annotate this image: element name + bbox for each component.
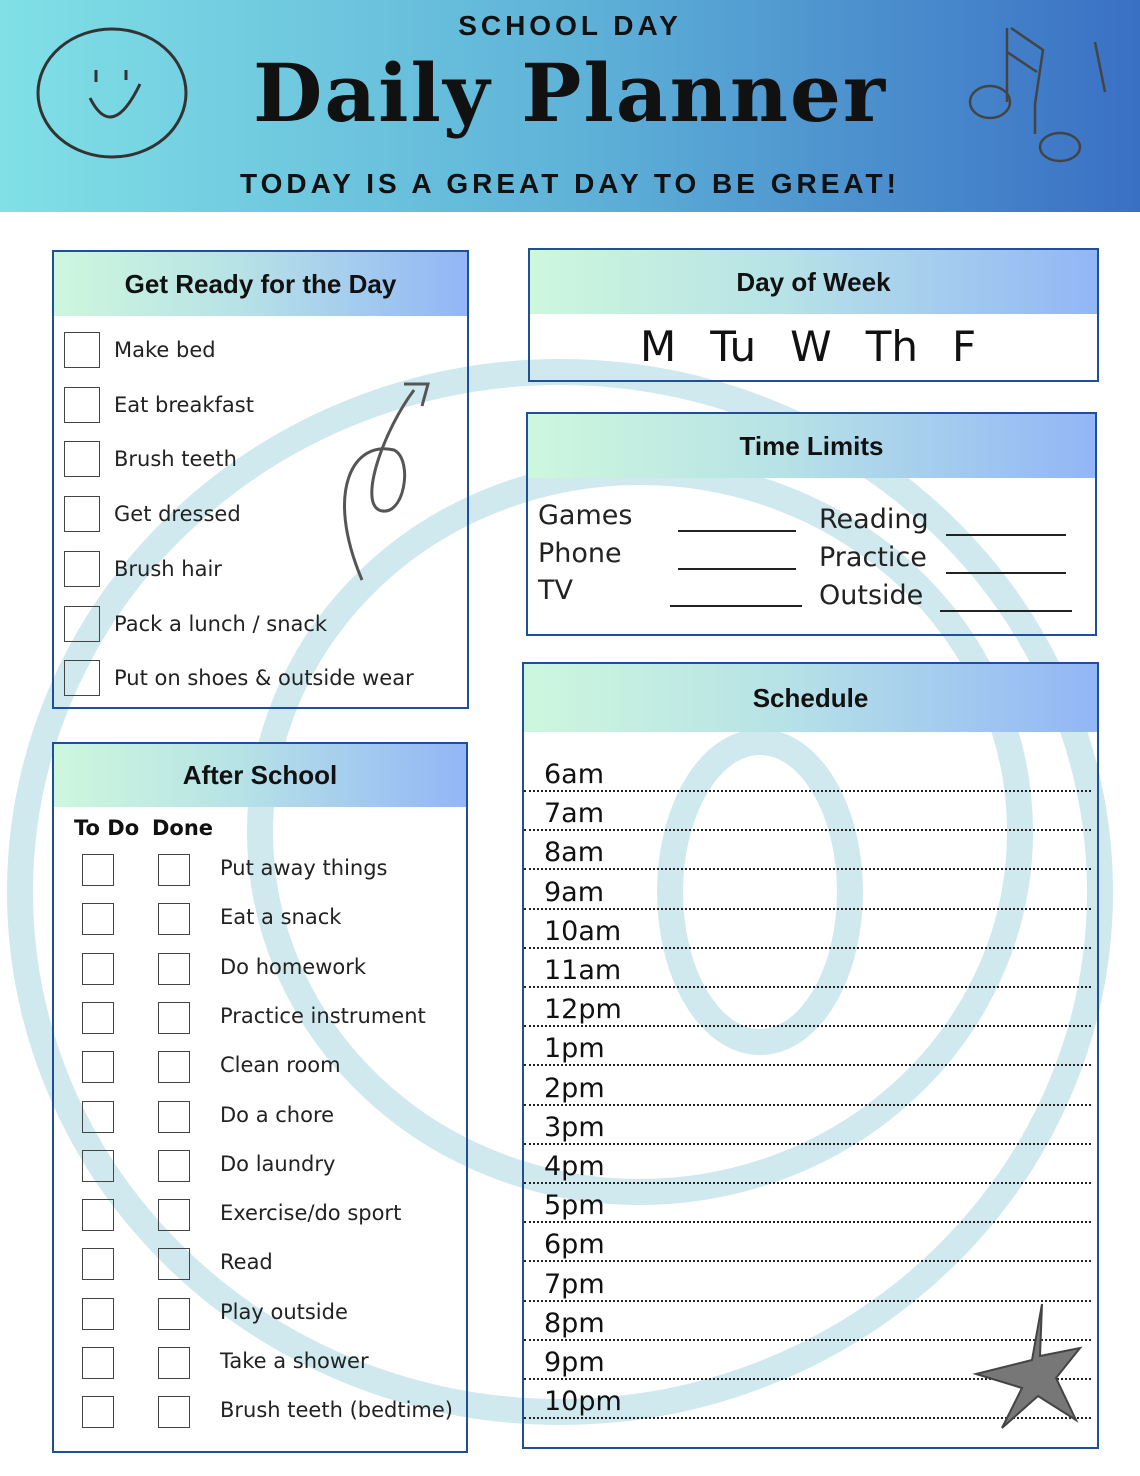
todo-checkbox[interactable]: [82, 1199, 114, 1231]
done-checkbox[interactable]: [158, 1347, 190, 1379]
schedule-time-label: 10pm: [544, 1386, 622, 1418]
schedule-row[interactable]: [524, 1027, 1091, 1066]
day-option-m[interactable]: M: [640, 322, 677, 371]
schedule-time-label: 3pm: [544, 1111, 605, 1143]
after-school-item-label: Take a shower: [220, 1349, 369, 1373]
schedule-row[interactable]: [524, 1106, 1091, 1145]
todo-checkbox[interactable]: [82, 1002, 114, 1034]
panel-title: Day of Week: [530, 250, 1097, 314]
panel-title: After School: [54, 744, 466, 807]
after-school-item-label: Read: [220, 1250, 273, 1275]
schedule-row[interactable]: [524, 1067, 1091, 1106]
time-limits-panel: [526, 412, 1097, 636]
checklist-item-label: Get dressed: [114, 502, 241, 527]
checklist-item-label: Eat breakfast: [114, 392, 254, 417]
schedule-row[interactable]: [524, 792, 1091, 831]
time-limit-label: Practice: [819, 542, 927, 573]
done-checkbox[interactable]: [158, 953, 190, 985]
schedule-time-label: 2pm: [544, 1072, 605, 1104]
schedule-time-label: 7pm: [544, 1268, 605, 1300]
time-limit-blank[interactable]: [946, 572, 1066, 574]
schedule-row[interactable]: [524, 753, 1091, 792]
done-checkbox[interactable]: [158, 1298, 190, 1330]
schedule-time-label: 8am: [544, 837, 605, 869]
schedule-row[interactable]: [524, 871, 1091, 910]
checkbox[interactable]: [64, 332, 100, 368]
todo-checkbox[interactable]: [82, 1101, 114, 1133]
after-school-item-label: Eat a snack: [220, 905, 342, 930]
schedule-time-label: 6am: [544, 759, 605, 790]
schedule-row[interactable]: [524, 1184, 1091, 1223]
after-school-item-label: Practice instrument: [220, 1003, 426, 1028]
time-limit-label: Outside: [819, 580, 924, 611]
todo-checkbox[interactable]: [82, 1298, 114, 1330]
panel-title: Time Limits: [528, 414, 1095, 478]
schedule-row[interactable]: [524, 910, 1091, 949]
todo-checkbox[interactable]: [82, 854, 114, 886]
schedule-time-label: 9pm: [544, 1347, 605, 1378]
time-limit-label: TV: [538, 575, 573, 606]
checkbox[interactable]: [64, 387, 100, 423]
kicker: SCHOOL DAY: [458, 10, 682, 41]
done-checkbox[interactable]: [158, 854, 190, 886]
day-option-w[interactable]: W: [790, 322, 832, 371]
schedule-time-label: 1pm: [544, 1033, 605, 1065]
time-limit-blank[interactable]: [670, 605, 802, 607]
after-school-item-label: Do laundry: [220, 1151, 336, 1176]
checklist-item-label: Brush teeth: [114, 447, 237, 472]
done-checkbox[interactable]: [158, 1002, 190, 1034]
done-checkbox[interactable]: [158, 1248, 190, 1280]
checkbox[interactable]: [64, 660, 100, 696]
schedule-row[interactable]: [524, 831, 1091, 870]
done-checkbox[interactable]: [158, 1051, 190, 1083]
star-icon: [972, 1300, 1084, 1430]
day-of-week-panel: [528, 248, 1099, 382]
col-done-header: Done: [152, 816, 214, 840]
after-school-item-label: Do homework: [220, 954, 367, 979]
panel-title: Schedule: [524, 664, 1097, 732]
schedule-time-label: 12pm: [544, 994, 622, 1026]
checkbox[interactable]: [64, 496, 100, 532]
done-checkbox[interactable]: [158, 1396, 190, 1428]
todo-checkbox[interactable]: [82, 1396, 114, 1428]
col-todo-header: To Do: [74, 816, 140, 840]
checkbox[interactable]: [64, 441, 100, 477]
todo-checkbox[interactable]: [82, 903, 114, 935]
schedule-row[interactable]: [524, 988, 1091, 1027]
schedule-time-label: 5pm: [544, 1190, 605, 1222]
after-school-item-label: Put away things: [220, 856, 388, 880]
checklist-item-label: Make bed: [114, 338, 216, 362]
schedule-time-label: 11am: [544, 955, 622, 986]
schedule-time-label: 9am: [544, 876, 605, 908]
schedule-panel: [522, 662, 1099, 1449]
time-limit-blank[interactable]: [678, 530, 796, 532]
schedule-time-label: 8pm: [544, 1307, 605, 1339]
todo-checkbox[interactable]: [82, 953, 114, 985]
schedule-time-label: 10am: [544, 915, 622, 947]
after-school-item-label: Clean room: [220, 1053, 341, 1078]
schedule-time-label: 6pm: [544, 1229, 605, 1261]
checklist-item-label: Put on shoes & outside wear: [114, 666, 414, 691]
panel-title: Get Ready for the Day: [54, 252, 467, 316]
checkbox[interactable]: [64, 551, 100, 587]
time-limit-label: Reading: [819, 504, 929, 535]
checklist-item-label: Brush hair: [114, 556, 222, 581]
banner: [0, 0, 1140, 212]
schedule-row[interactable]: [524, 1223, 1091, 1262]
time-limit-blank[interactable]: [946, 534, 1066, 536]
done-checkbox[interactable]: [158, 1101, 190, 1133]
todo-checkbox[interactable]: [82, 1347, 114, 1379]
get-ready-panel: [52, 250, 469, 709]
todo-checkbox[interactable]: [82, 1248, 114, 1280]
time-limit-label: Phone: [538, 537, 622, 569]
time-limit-blank[interactable]: [678, 568, 796, 570]
tagline: TODAY IS A GREAT DAY TO BE GREAT!: [240, 168, 900, 199]
after-school-item-label: Play outside: [220, 1299, 348, 1324]
day-option-tu[interactable]: Tu: [710, 322, 757, 371]
page-title: Daily Planner: [252, 46, 888, 140]
after-school-item-label: Do a chore: [220, 1102, 335, 1127]
after-school-item-label: Brush teeth (bedtime): [220, 1398, 453, 1423]
day-option-f[interactable]: F: [951, 322, 977, 371]
time-limit-label: Games: [538, 500, 633, 531]
time-limit-blank[interactable]: [940, 610, 1072, 612]
todo-checkbox[interactable]: [82, 1051, 114, 1083]
schedule-row[interactable]: [524, 1263, 1091, 1302]
schedule-time-label: 4pm: [544, 1151, 605, 1182]
curly-arrow-icon: [294, 380, 434, 590]
checkbox[interactable]: [64, 606, 100, 642]
done-checkbox[interactable]: [158, 1150, 190, 1182]
schedule-time-label: 7am: [544, 798, 605, 830]
after-school-panel: [52, 742, 468, 1453]
checklist-item-label: Pack a lunch / snack: [114, 611, 328, 636]
schedule-row[interactable]: [524, 949, 1091, 988]
schedule-row[interactable]: [524, 1145, 1091, 1184]
day-option-th[interactable]: Th: [865, 322, 918, 371]
todo-checkbox[interactable]: [82, 1150, 114, 1182]
done-checkbox[interactable]: [158, 1199, 190, 1231]
after-school-item-label: Exercise/do sport: [220, 1201, 402, 1226]
done-checkbox[interactable]: [158, 903, 190, 935]
